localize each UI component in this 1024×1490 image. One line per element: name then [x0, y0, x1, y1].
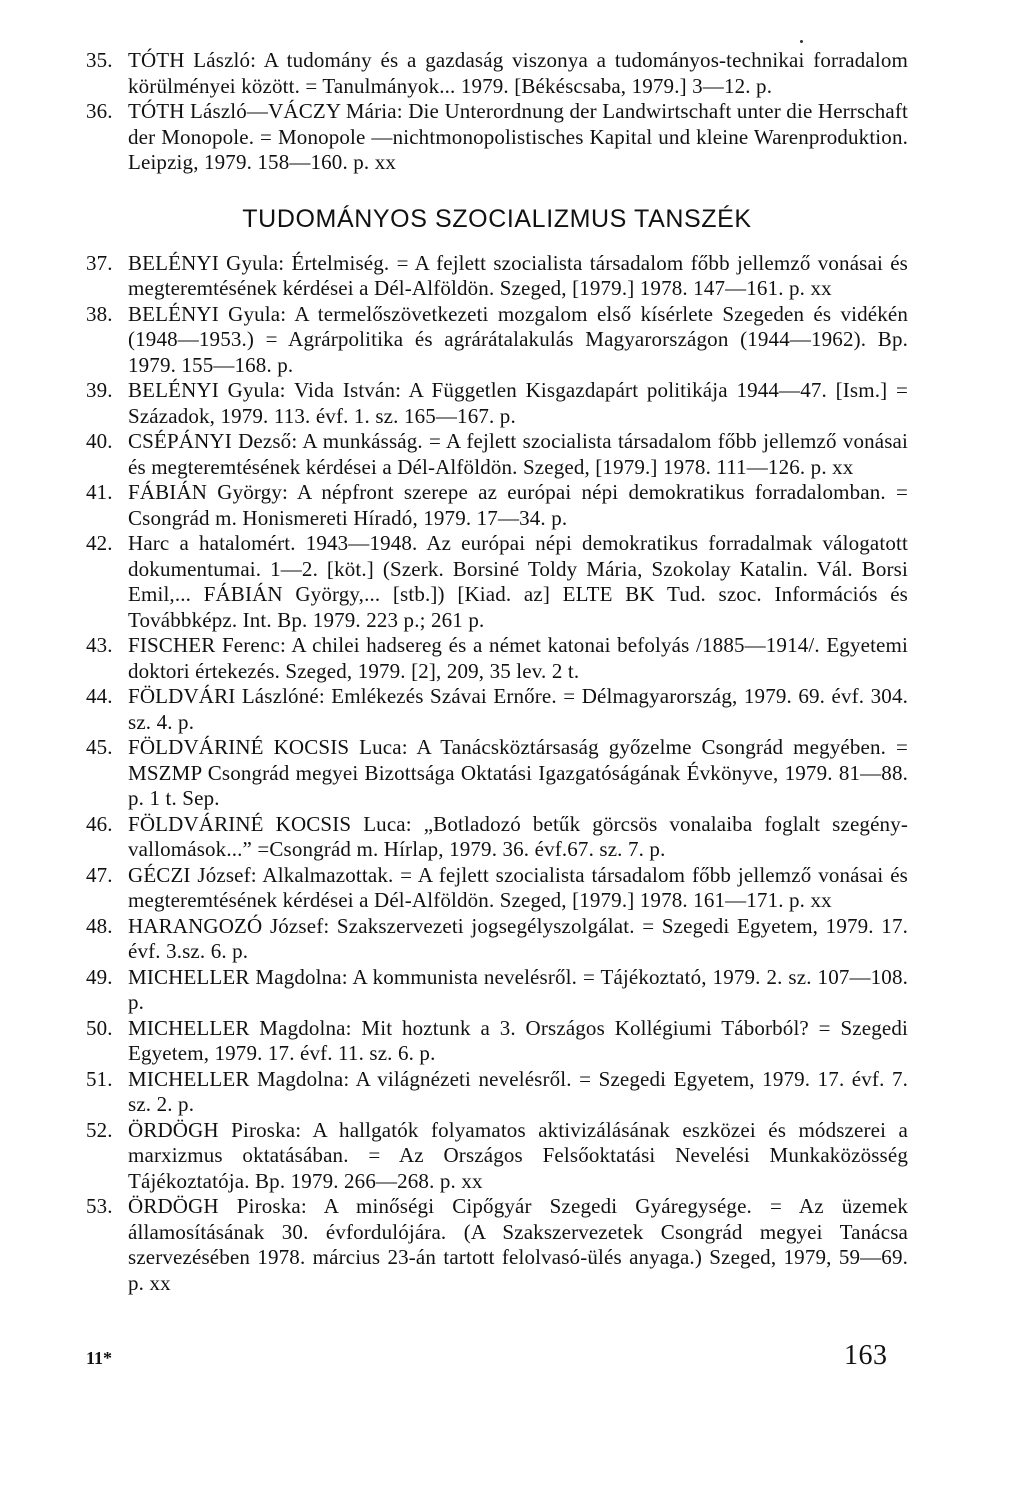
- entry-text: Harc a hatalomért. 1943—1948. Az európai népi demokratikus forradalmak válogatott dokumentumai. 1—2. [köt.] (Szerk. Borsiné Toldy Mária, Szokolay Katalin. Vál. Borsi Emil,... FÁBIÁN György,... [stb.]) [Kiad. az] ELTE BK Tud. szoc. Információs és Továbbképz. Int. Bp. 1979. 223 p.; 261 p.: [128, 531, 908, 632]
- entry-text: HARANGOZÓ József: Szakszervezeti jogsegélyszolgálat. = Szegedi Egyetem, 1979. 17. évf. 3.sz. 6. p.: [128, 913, 908, 963]
- bibliography-entry: [86, 1194, 908, 1296]
- entry-number: 39.: [86, 378, 113, 402]
- entry-text: ÖRDÖGH Piroska: A minőségi Cipőgyár Szegedi Gyáregysége. = Az üzemek államosításának 30. évfordulójára. (A Szakszervezetek Csongrád megyei Tanácsa szervezésében 1978. március 23-án tartott felolvasó-ülés anyaga.) Szeged, 1979, 59—69. p. xx: [128, 1194, 908, 1295]
- bibliography-entry: [86, 863, 908, 914]
- entry-number: 42.: [86, 531, 113, 555]
- entry-number: 49.: [86, 964, 113, 989]
- entry-list-top: [86, 48, 908, 176]
- entry-number: 53.: [86, 1194, 113, 1218]
- section-heading: TUDOMÁNYOS SZOCIALIZMUS TANSZÉK: [242, 204, 752, 233]
- entry-number: 45.: [86, 735, 113, 759]
- entry-text: FISCHER Ferenc: A chilei hadsereg és a német katonai befolyás /1885—1914/. Egyetemi doktori értekezés. Szeged, 1979. [2], 209, 35 lev. 2 t.: [128, 633, 908, 683]
- bibliography-entry: [86, 1067, 908, 1118]
- bibliography-entry: [86, 1016, 908, 1067]
- entry-text: MICHELLER Magdolna: A kommunista nevelésről. = Tájékoztató, 1979. 2. sz. 107—108. p.: [128, 964, 908, 1014]
- bibliography-entry: [86, 480, 908, 531]
- bibliography-entry: [86, 735, 908, 812]
- entry-text: TÓTH László: A tudomány és a gazdaság viszonya a tudományos-technikai forradalom körülményei között. = Tanulmányok... 1979. [Békéscsaba, 1979.] 3—12. p.: [128, 48, 908, 98]
- entry-text: ÖRDÖGH Piroska: A hallgatók folyamatos aktivizálásának eszközei és módszerei a marxizmus oktatásában. = Az Országos Felsőoktatási Nevelési Munkaközösség Tájékoztatója. Bp. 1979. 266—268. p. xx: [128, 1117, 908, 1193]
- entry-text: FÖLDVÁRINÉ KOCSIS Luca: A Tanácsköztársaság győzelme Csongrád megyében. = MSZMP Csongrád megyei Bizottsága Oktatási Igazgatóságának Évkönyve, 1979. 81—88. p. 1 t. Sep.: [128, 735, 908, 810]
- entry-text: FÖLDVÁRI Lászlóné: Emlékezés Szávai Ernőre. = Délmagyarország, 1979. 69. évf. 304. sz. 4. p.: [128, 684, 908, 734]
- bibliography-entry: [86, 99, 908, 176]
- entry-number: 37.: [86, 250, 113, 275]
- entry-number: 50.: [86, 1015, 113, 1040]
- speck-mark: [800, 40, 803, 43]
- bibliography-entry: [86, 251, 908, 302]
- entry-number: 41.: [86, 480, 113, 504]
- bibliography-entry: [86, 1118, 908, 1195]
- entry-number: 51.: [86, 1066, 113, 1091]
- signature-mark: 11*: [86, 1348, 113, 1368]
- entry-text: FÁBIÁN György: A népfront szerepe az európai népi demokratikus forradalomban. = Csongrád m. Honismereti Híradó, 1979. 17—34. p.: [128, 480, 908, 530]
- page-number: 163: [844, 1340, 888, 1371]
- entry-number: 40.: [86, 429, 113, 453]
- bibliography-column: [86, 48, 908, 1296]
- bibliography-entry: [86, 684, 908, 735]
- bibliography-entry: [86, 812, 908, 863]
- entry-text: FÖLDVÁRINÉ KOCSIS Luca: „Botladozó betűk görcsös vonalaiba foglalt szegény-vallomások...” =Csongrád m. Hírlap, 1979. 36. évf.67. sz. 7. p.: [128, 811, 908, 861]
- bibliography-entry: [86, 914, 908, 965]
- entry-number: 43.: [86, 633, 113, 657]
- entry-text: MICHELLER Magdolna: A világnézeti nevelésről. = Szegedi Egyetem, 1979. 17. évf. 7. sz. 2. p.: [128, 1066, 908, 1116]
- entry-number: 48.: [86, 913, 113, 938]
- bibliography-entry: [86, 965, 908, 1016]
- bibliography-entry: [86, 429, 908, 480]
- entry-text: BELÉNYI Gyula: A termelőszövetkezeti mozgalom első kísérlete Szegeden és vidékén (1948—1953.) = Agrárpolitika és agrárátalakulás Magyarországon (1944—1962). Bp. 1979. 155—168. p.: [128, 301, 908, 377]
- bibliography-entry: [86, 633, 908, 684]
- entry-number: 38.: [86, 301, 113, 326]
- entry-text: GÉCZI József: Alkalmazottak. = A fejlett szocialista társadalom főbb jellemző vonásai és megteremtésének kérdései a Dél-Alföldön. Szeged, [1979.] 1978. 161—171. p. xx: [128, 862, 908, 912]
- entry-text: BELÉNYI Gyula: Értelmiség. = A fejlett szocialista társadalom főbb jellemző vonásai és megteremtésének kérdései a Dél-Alföldön. Szeged, [1979.] 1978. 147—161. p. xx: [128, 250, 908, 300]
- entry-number: 46.: [86, 811, 113, 836]
- bibliography-entry: [86, 378, 908, 429]
- entry-text: TÓTH László—VÁCZY Mária: Die Unterordnung der Landwirtschaft unter die Herrschaft der Monopole. = Monopole —nichtmonopolistisches Kapital und kleine Warenproduktion. Leipzig, 1979. 158—160. p. xx: [128, 99, 908, 174]
- entry-number: 35.: [86, 48, 113, 72]
- bibliography-entry: [86, 302, 908, 379]
- bibliography-entry: [86, 48, 908, 99]
- entry-number: 47.: [86, 862, 113, 887]
- entry-number: 36.: [86, 99, 113, 123]
- entry-text: CSÉPÁNYI Dezső: A munkásság. = A fejlett szocialista társadalom főbb jellemző vonásai és megteremtésének kérdései a Dél-Alföldön. Szeged, [1979.] 1978. 111—126. p. xx: [128, 429, 908, 479]
- entry-list-bottom: [86, 251, 908, 1297]
- entry-number: 44.: [86, 684, 113, 708]
- entry-text: BELÉNYI Gyula: Vida István: A Független Kisgazdapárt politikája 1944—47. [Ism.] = Századok, 1979. 113. évf. 1. sz. 165—167. p.: [128, 378, 908, 428]
- entry-number: 52.: [86, 1117, 113, 1142]
- bibliography-entry: [86, 531, 908, 633]
- entry-text: MICHELLER Magdolna: Mit hoztunk a 3. Országos Kollégiumi Táborból? = Szegedi Egyetem, 1979. 17. évf. 11. sz. 6. p.: [128, 1015, 908, 1065]
